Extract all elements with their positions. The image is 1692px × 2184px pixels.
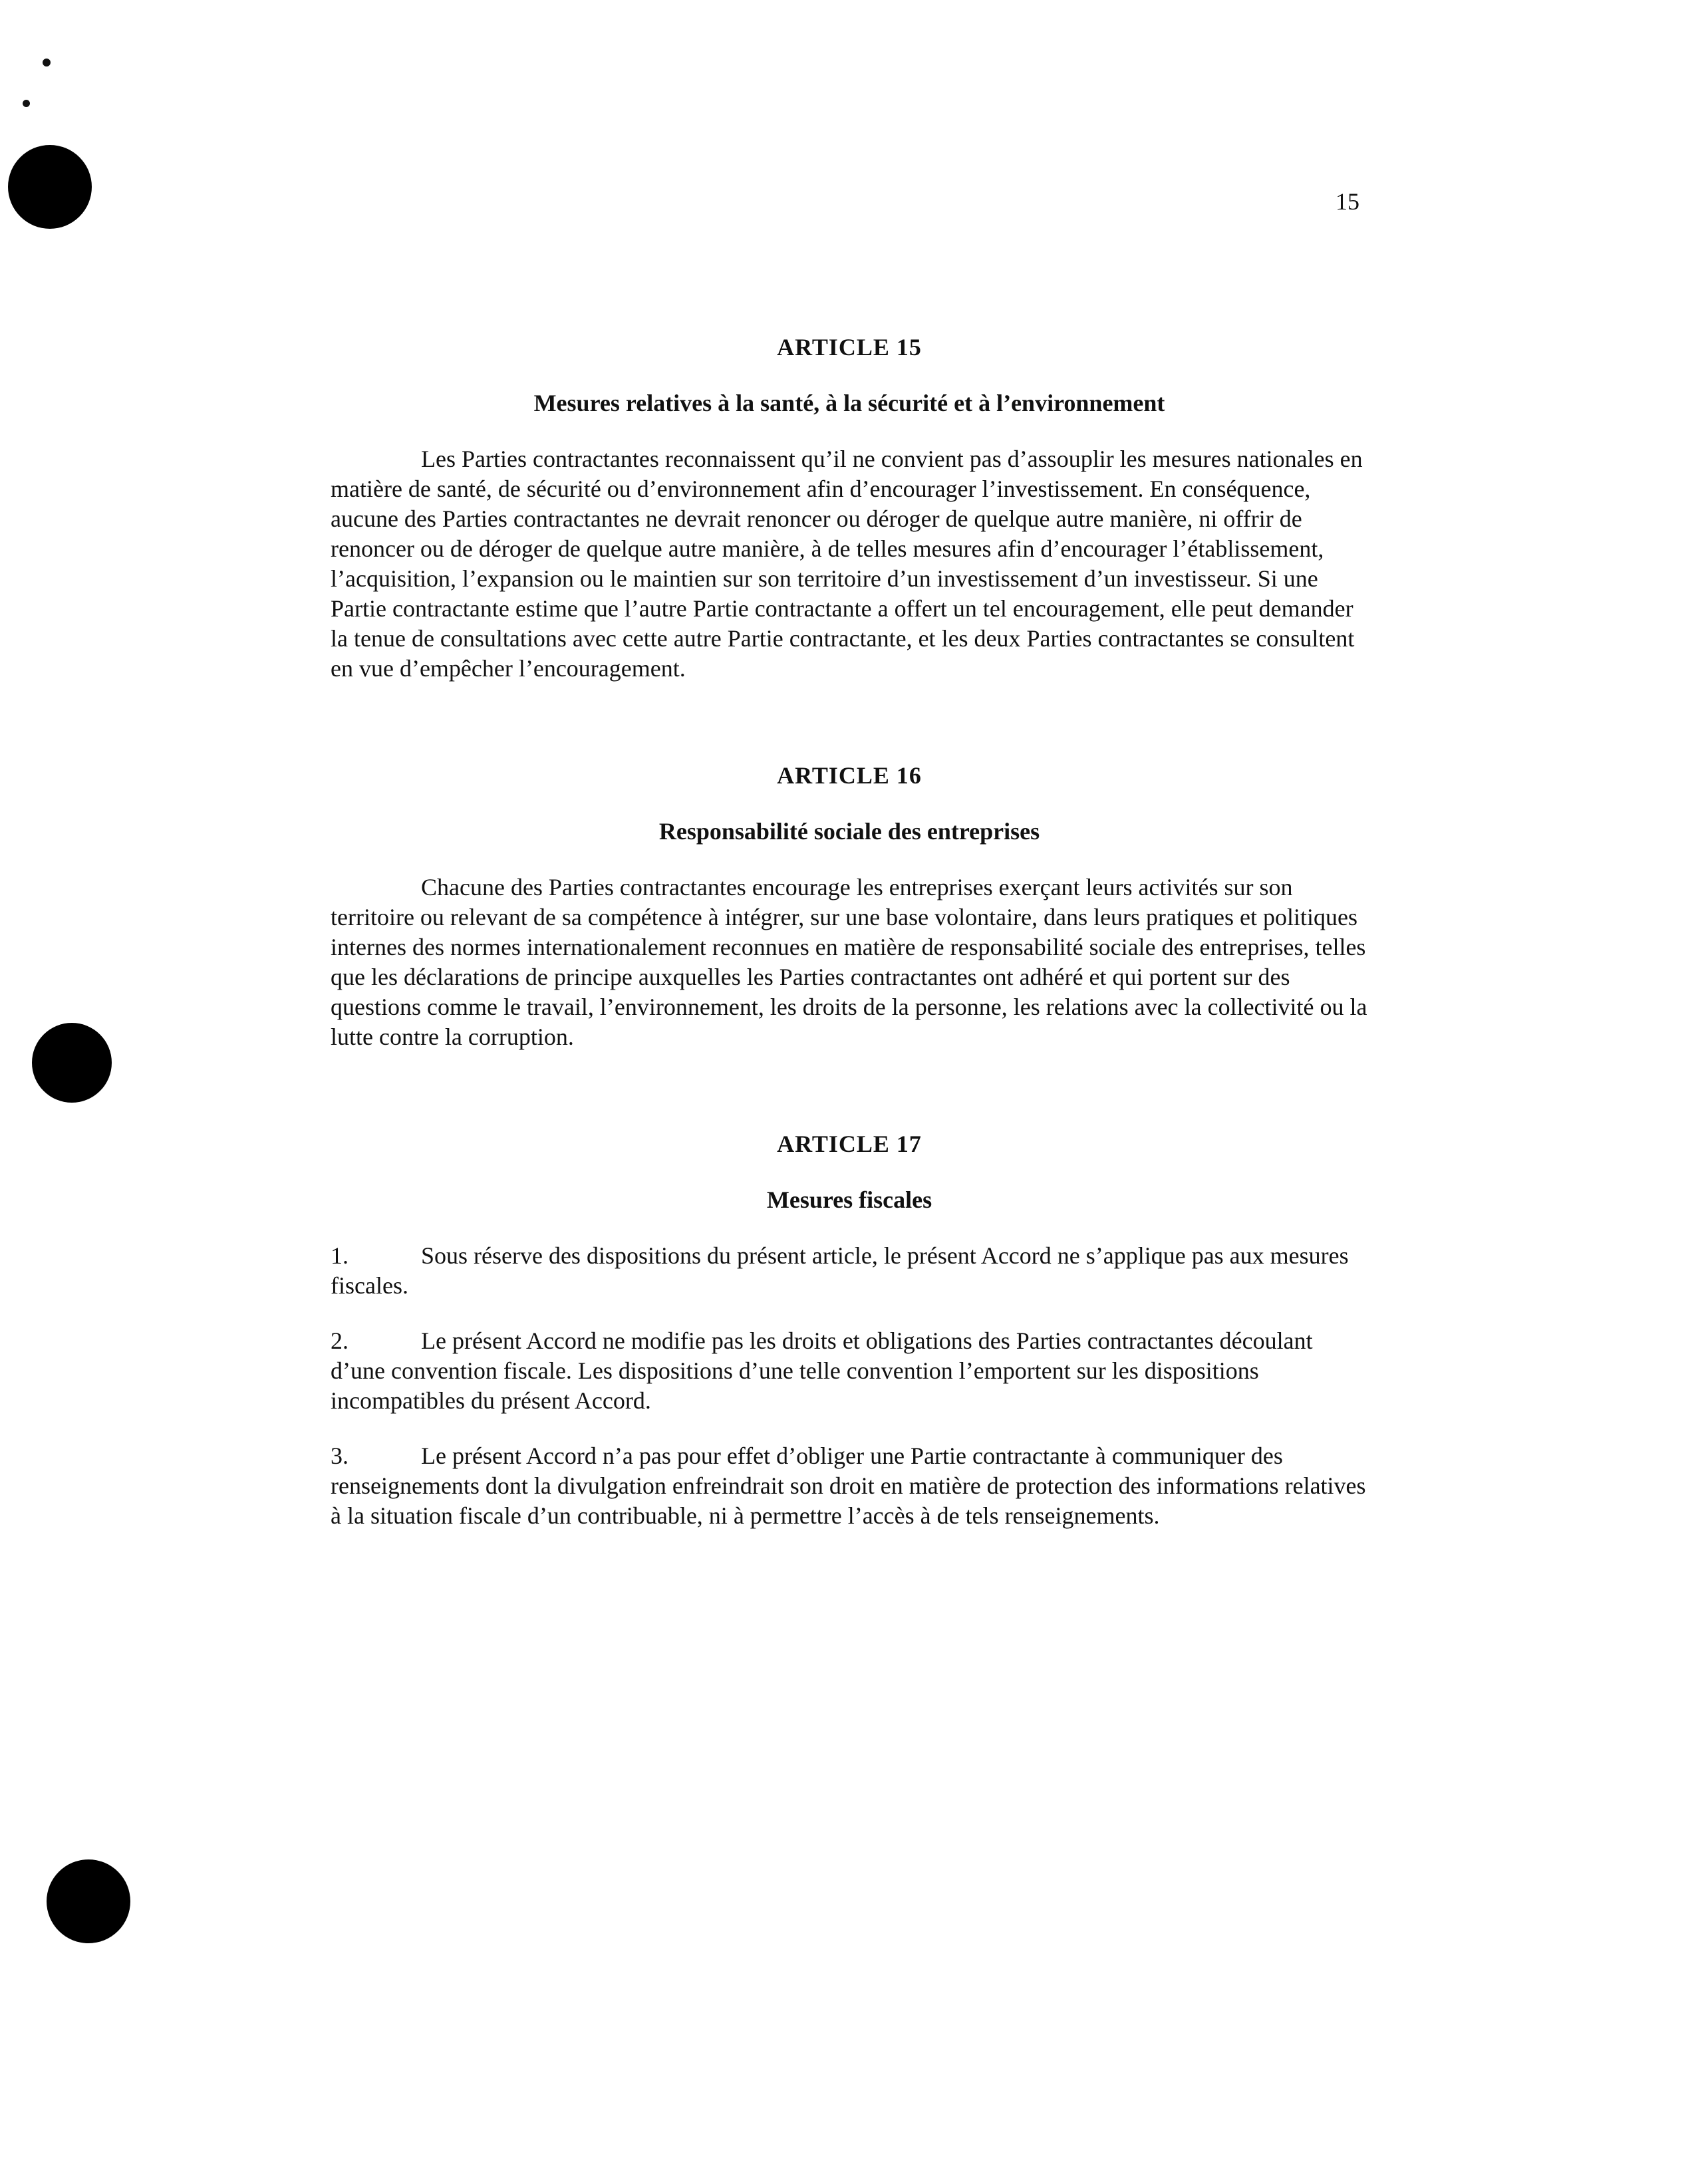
scan-speck bbox=[43, 59, 51, 67]
article-15 bbox=[331, 333, 1368, 684]
numbered-paragraph-3 bbox=[331, 1441, 1368, 1531]
paragraph-number: 3. bbox=[331, 1442, 349, 1469]
numbered-paragraph-2 bbox=[331, 1326, 1368, 1416]
article-title: Mesures fiscales bbox=[766, 1186, 932, 1213]
paragraph-number: 2. bbox=[331, 1327, 349, 1354]
numbered-paragraph-1 bbox=[331, 1241, 1368, 1301]
punch-hole bbox=[8, 145, 92, 229]
article-paragraph: Chacune des Parties contractantes encourage les entreprises exerçant leurs activités sur son territoire ou relevant de sa compétence à intégrer, sur une base volontaire, dans leurs pratiques et politiques internes des normes internationalement reconnues en matière de responsabilité sociale des entreprises, telles que les déclarations de principe auxquelles les Parties contractantes ont adhéré et qui portent sur des questions comme le travail, l’environnement, les droits de la personne, les relations avec la collectivité ou la lutte contre la corruption. bbox=[331, 874, 1367, 1050]
article-17 bbox=[331, 1129, 1368, 1531]
paragraph-text: Le présent Accord ne modifie pas les droits et obligations des Parties contractantes découlant d’une convention fiscale. Les dispositions d’une telle convention l’emportent sur les dispositions incompatibles du présent Accord. bbox=[331, 1327, 1313, 1414]
paragraph-number: 1. bbox=[331, 1242, 349, 1269]
article-heading: ARTICLE 16 bbox=[777, 762, 922, 789]
article-title: Mesures relatives à la santé, à la sécurité et à l’environnement bbox=[533, 390, 1165, 416]
article-16 bbox=[331, 761, 1368, 1052]
article-heading: ARTICLE 15 bbox=[777, 334, 922, 360]
article-heading: ARTICLE 17 bbox=[777, 1131, 922, 1157]
article-paragraph: Les Parties contractantes reconnaissent qu’il ne convient pas d’assouplir les mesures nationales en matière de santé, de sécurité ou d’environnement afin d’encourager l’investissement. En conséquence, aucune des Parties contractantes ne devrait renoncer ou déroger de quelque autre manière, ni offrir de renoncer ou de déroger de quelque autre manière, à de telles mesures afin d’encourager l’établissement, l’acquisition, l’expansion ou le maintien sur son territoire d’un investissement d’un investisseur. Si une Partie contractante estime que l’autre Partie contractante a offert un tel encouragement, elle peut demander la tenue de consultations avec cette autre Partie contractante, et les deux Parties contractantes se consultent en vue d’empêcher l’encouragement. bbox=[331, 446, 1363, 682]
paragraph-text: Le présent Accord n’a pas pour effet d’obliger une Partie contractante à communiquer des renseignements dont la divulgation enfreindrait son droit en matière de protection des informations relatives à la situation fiscale d’un contribuable, ni à permettre l’accès à de tels renseignements. bbox=[331, 1442, 1366, 1529]
paragraph-text: Sous réserve des dispositions du présent article, le présent Accord ne s’applique pas aux mesures fiscales. bbox=[331, 1242, 1349, 1299]
punch-hole bbox=[32, 1023, 112, 1103]
punch-hole bbox=[47, 1859, 130, 1943]
article-title: Responsabilité sociale des entreprises bbox=[658, 818, 1040, 845]
page-number: 15 bbox=[1336, 188, 1359, 215]
scan-speck bbox=[23, 100, 30, 107]
